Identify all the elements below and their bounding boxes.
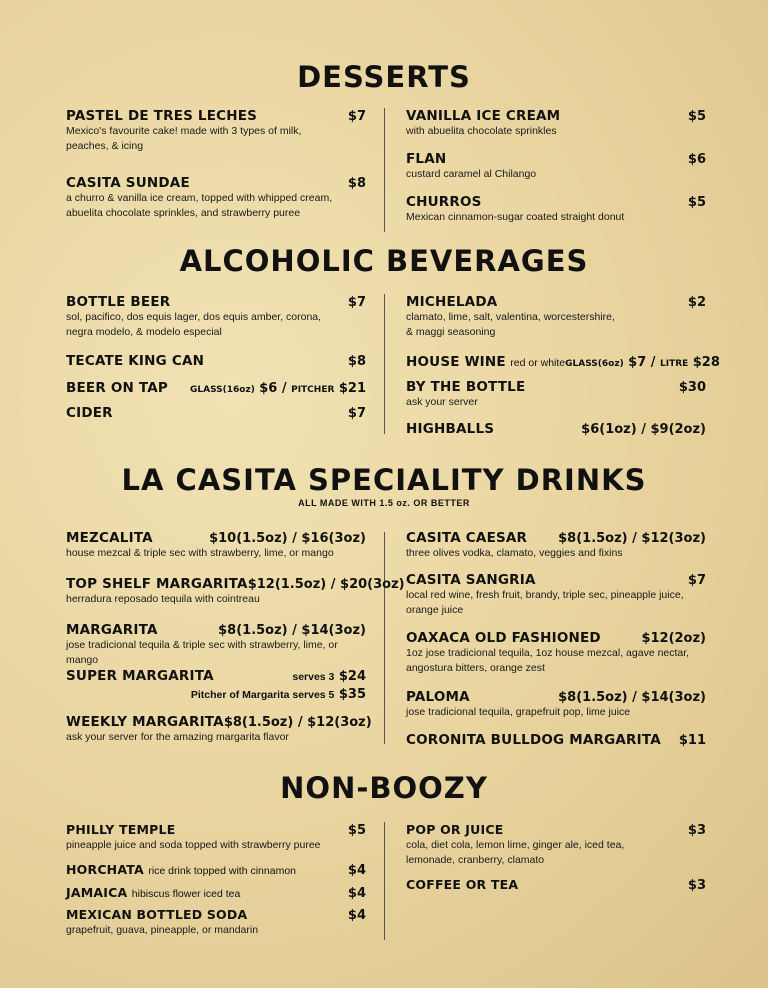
item-name: MICHELADA [406,294,498,310]
item-name: TOP SHELF MARGARITA [66,576,248,592]
item-pitcher-line: Pitcher of Margarita serves 5 $35 [190,687,366,702]
item-price: $7 [347,406,366,421]
menu-item [406,151,706,182]
item-name: POP OR JUICE [406,822,504,837]
nonboozy-right-column [406,822,706,947]
item-price: GLASS(16oz) $6 / PITCHER $21 [189,381,366,396]
item-name: WEEKLY MARGARITA [66,714,224,730]
item-description: orange juice [406,604,464,616]
menu-item [66,379,366,397]
item-description: & maggi seasoning [406,326,496,338]
item-name: COFFEE OR TEA [406,877,519,892]
item-description: ask your server for the amazing margarita flavor [66,731,289,743]
item-price: $12(1.5oz) / $20(3oz) [247,577,405,592]
menu-item [406,630,706,676]
item-name: CORONITA BULLDOG MARGARITA [406,732,661,748]
item-price: $6 [687,152,706,167]
desserts-right-column [406,108,706,233]
item-description: custard caramel al Chilango [406,168,537,180]
item-price: $4 [347,908,366,923]
menu-item [406,689,706,720]
item-name: CIDER [66,405,113,421]
item-name: FLAN [406,151,447,167]
item-price: $8 [347,176,366,191]
alcoholic-right-column [406,294,720,444]
item-name: HORCHATA [66,862,144,877]
item-price: $5 [687,109,706,124]
item-description: a churro & vanilla ice cream, topped with whipped cream, [66,192,333,204]
item-price: $7 [347,295,366,310]
item-description: jose tradicional tequila & triple sec with strawberry, lime, or mango [66,639,338,666]
item-price: $5 [347,823,366,838]
item-price: $4 [347,863,366,878]
item-name: VANILLA ICE CREAM [406,108,561,124]
item-price: serves 3 $24 [292,669,366,684]
item-description: peaches, & icing [66,140,144,152]
item-price: $8(1.5oz) / $14(3oz) [218,623,366,638]
speciality-subtitle: ALL MADE WITH 1.5 oz. OR BETTER [298,498,470,508]
item-description: house mezcal & triple sec with strawberry, lime, or mango [66,547,334,559]
menu-item [66,294,366,340]
speciality-right-column [406,530,706,755]
item-name: PALOMA [406,689,470,705]
item-name: MEZCALITA [66,530,153,546]
menu-item [66,530,366,561]
item-price: $8(1.5oz) / $14(3oz) [558,690,706,705]
item-description: with abuelita chocolate sprinkles [406,125,557,137]
menu-item [406,572,706,618]
item-description: ask your server [406,396,478,408]
menu-item [66,353,366,369]
item-price: $7 [347,109,366,124]
alcoholic-divider [384,294,385,434]
speciality-divider [384,532,385,744]
item-description: cola, diet cola, lemon lime, ginger ale, iced tea, [406,839,625,851]
item-description: Mexican cinnamon-sugar coated straight donut [406,211,625,223]
menu-item [66,576,405,607]
item-price: $3 [687,823,706,838]
menu-item [66,405,366,421]
item-price: $8 [347,354,366,369]
item-description: jose tradicional tequila, grapefruit pop, lime juice [406,706,631,718]
menu-item [406,108,706,139]
alcoholic-left-column [66,294,366,434]
item-name: CHURROS [406,194,482,210]
item-description: clamato, lime, salt, valentina, worcestershire, [406,311,615,323]
menu-item [66,884,366,902]
item-name: BEER ON TAP [66,380,169,396]
item-price: $12(2oz) [641,631,706,646]
nonboozy-heading: NON-BOOZY [280,771,488,805]
menu-item [66,907,366,938]
item-price: $8(1.5oz) / $12(3oz) [558,531,706,546]
item-description: lemonade, cranberry, clamato [406,854,545,866]
menu-item [66,667,366,703]
speciality-heading: LA CASITA SPECIALITY DRINKS [121,463,647,497]
item-name: MARGARITA [66,622,158,638]
item-name: MEXICAN BOTTLED SODA [66,907,248,922]
alcoholic-heading: ALCOHOLIC BEVERAGES [179,244,589,278]
menu-item [66,861,366,879]
item-description: local red wine, fresh fruit, brandy, triple sec, pineapple juice, [406,589,684,601]
menu-item [406,732,706,748]
menu-item [406,530,706,561]
menu-item [406,379,706,410]
item-name: HOUSE WINE [406,354,506,370]
menu-item [406,194,706,225]
menu-item [406,877,706,893]
item-price: $30 [678,380,706,395]
item-price: $4 [347,886,366,901]
item-price: $3 [687,878,706,893]
menu-item [406,822,706,868]
item-name: JAMAICA [66,885,128,900]
item-name: CASITA SUNDAE [66,175,190,191]
item-price: GLASS(6oz) $7 / LITRE $28 [565,355,720,370]
item-description: abuelita chocolate sprinkles, and strawberry puree [66,207,301,219]
item-note: rice drink topped with cinnamon [148,865,297,877]
nonboozy-left-column [66,822,366,947]
menu-item [406,421,706,437]
menu-item [406,294,706,340]
item-name: OAXACA OLD FASHIONED [406,630,601,646]
menu-item [66,714,372,745]
item-note: hibiscus flower iced tea [131,888,241,900]
item-price: $5 [687,195,706,210]
menu-item [406,353,720,371]
item-price: $2 [687,295,706,310]
item-price: $10(1.5oz) / $16(3oz) [209,531,366,546]
item-description: 1oz jose tradicional tequila, 1oz house mezcal, agave nectar, [406,647,690,659]
menu-item [66,108,366,154]
speciality-left-column [66,530,405,755]
nonboozy-divider [384,822,385,940]
item-price: $11 [678,733,706,748]
menu-item [66,822,366,853]
item-name: BOTTLE BEER [66,294,171,310]
desserts-divider [384,108,385,232]
item-description: sol, pacifico, dos equis lager, dos equis amber, corona, [66,311,322,323]
item-name: TECATE KING CAN [66,353,205,369]
item-name: BY THE BOTTLE [406,379,526,395]
menu-item [66,622,366,668]
item-name: PASTEL DE TRES LECHES [66,108,258,124]
desserts-left-column [66,108,366,233]
item-name: HIGHBALLS [406,421,495,437]
item-description: Mexico's favourite cake! made with 3 types of milk, [66,125,302,137]
item-name: CASITA SANGRIA [406,572,536,588]
item-description: grapefruit, guava, pineapple, or mandarin [66,924,259,936]
item-name: PHILLY TEMPLE [66,822,176,837]
item-name: CASITA CAESAR [406,530,528,546]
item-price: $6(1oz) / $9(2oz) [581,422,706,437]
item-note: red or white [510,357,566,369]
desserts-heading: DESSERTS [297,60,471,94]
item-price: $7 [687,573,706,588]
item-price: $8(1.5oz) / $12(3oz) [223,715,372,730]
item-description: pineapple juice and soda topped with strawberry puree [66,839,321,851]
item-description: three olives vodka, clamato, veggies and fixins [406,547,623,559]
item-name: SUPER MARGARITA [66,668,214,684]
menu-item [66,175,366,221]
item-description: herradura reposado tequila with cointreau [66,593,260,605]
item-description: negra modelo, & modelo especial [66,326,222,338]
item-description: angostura bitters, orange zest [406,662,545,674]
